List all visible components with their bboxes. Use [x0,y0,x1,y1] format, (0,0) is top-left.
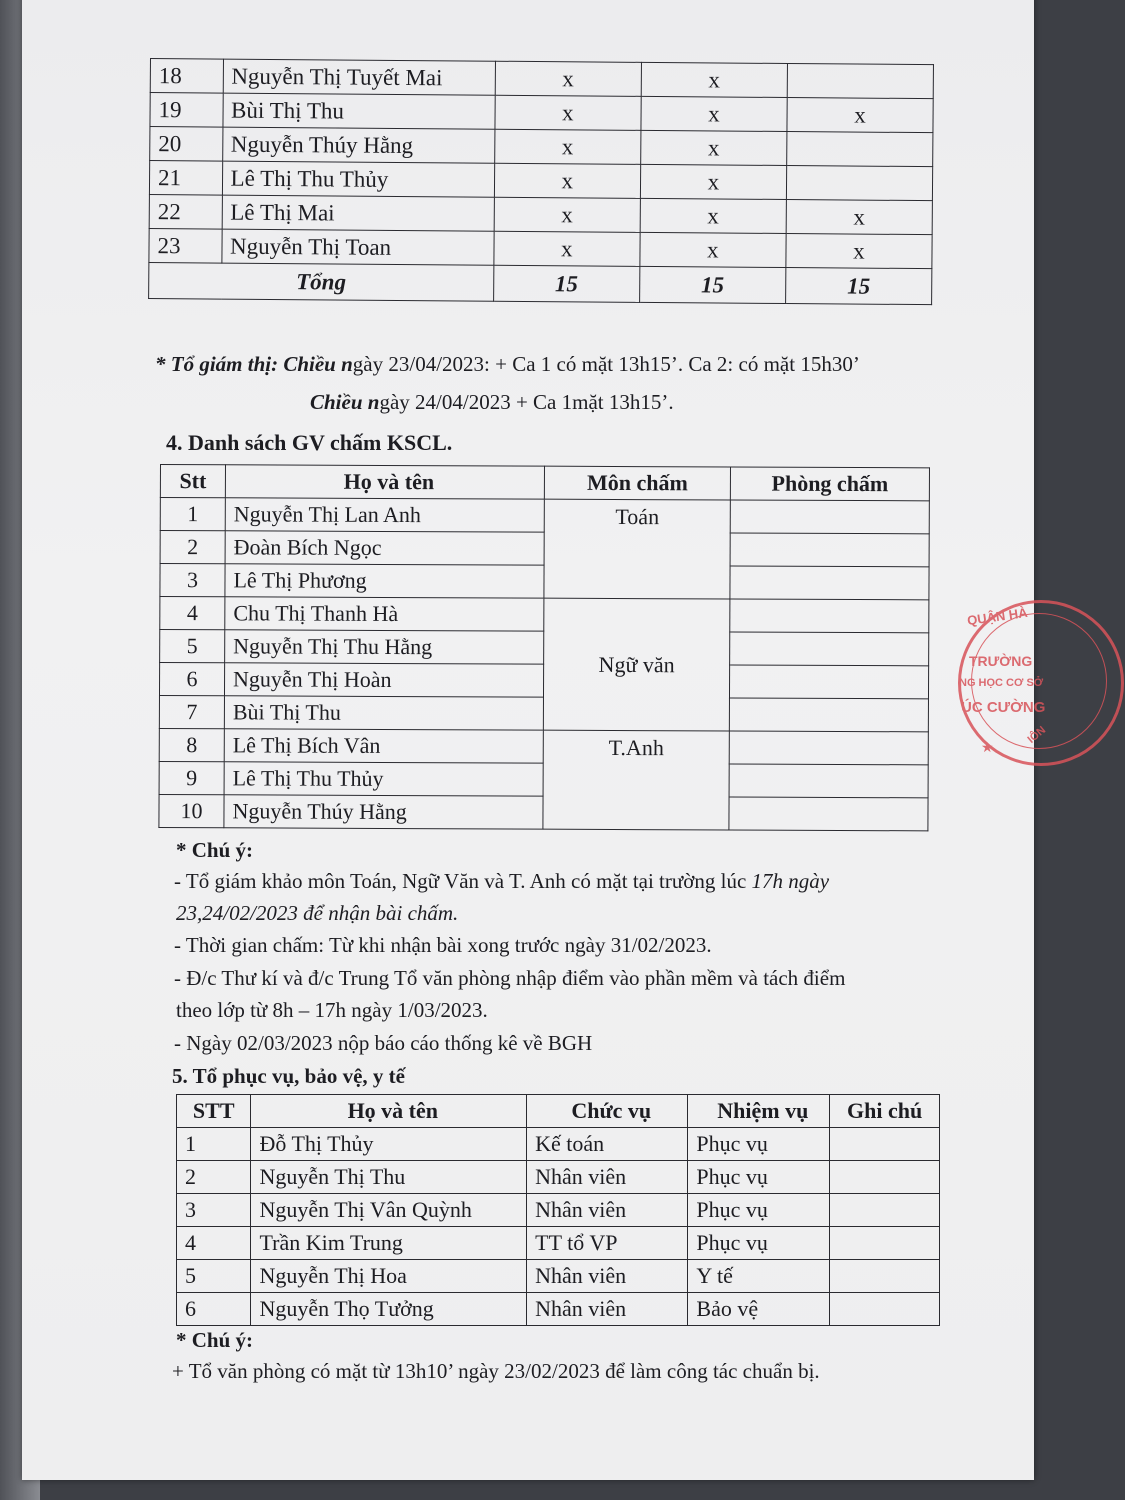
row-name: Nguyễn Thị Toan [221,229,493,265]
row-name: Đỗ Thị Thủy [251,1128,527,1161]
section5-heading: 5. Tổ phục vụ, bảo vệ, y tế [172,1064,405,1088]
row-position: Nhân viên [527,1161,688,1194]
note2-line1: + Tổ văn phòng có mặt từ 13h10’ ngày 23/02/2023 để làm công tác chuẩn bị. [172,1359,820,1383]
table-header-row [177,1095,940,1128]
header-name: Họ và tên [225,465,544,499]
row-mark: x [640,130,786,165]
row-stt: 4 [177,1227,251,1260]
row-stt: 10 [159,794,224,827]
room-cell [729,797,928,831]
row-stt: 5 [160,630,225,663]
row-mark: x [786,234,932,269]
supervisor-note-line1 [155,352,860,377]
note1-title: * Chú ý: [176,838,254,862]
supervisor-table [148,58,934,305]
row-mark: x [787,98,933,133]
row-mark: x [495,61,641,96]
row-mark: x [640,164,786,199]
note1-line4: - Đ/c Thư kí và đ/c Trung Tổ văn phòng nhập điểm vào phần mềm và tách điểm [174,966,846,990]
subject-literature: Ngữ văn [543,598,730,731]
row-mark: x [640,232,786,267]
row-name: Bùi Thị Thu [224,696,543,730]
table-row [160,597,929,633]
row-note [830,1260,940,1293]
room-cell [730,632,929,666]
row-mark: x [640,198,786,233]
grading-teachers-table [158,464,930,831]
row-name: Nguyễn Thị Lan Anh [225,498,544,532]
row-position: TT tổ VP [527,1227,688,1260]
row-mark: x [494,163,640,198]
stamp-text-top: QUẬN HÀ [966,604,1029,629]
row-duty: Phục vụ [688,1227,830,1260]
stamp-star-icon: ★ [981,739,994,755]
row-stt: 18 [150,59,223,94]
row-name: Lê Thị Bích Vân [224,729,543,763]
row-name: Lê Thị Phương [225,564,544,598]
row-name: Nguyễn Thị Hoàn [224,663,543,697]
row-mark: x [494,129,640,164]
row-duty: Phục vụ [688,1128,830,1161]
subject-math: Toán [544,499,730,599]
row-name: Trần Kim Trung [251,1227,527,1260]
row-stt: 20 [150,127,223,162]
room-cell [730,533,929,567]
row-stt: 2 [160,531,225,564]
table-row [177,1293,940,1326]
header-duty: Nhiệm vụ [688,1095,830,1128]
row-name: Nguyễn Thị Vân Quỳnh [251,1194,527,1227]
row-stt: 19 [150,93,223,128]
row-name: Nguyễn Thị Tuyết Mai [223,59,495,95]
note1-line6: - Ngày 02/03/2023 nộp báo cáo thống kê về BGH [174,1031,593,1055]
supervisor-note-prefix: * Tổ giám thị: Chiều n [155,352,353,376]
table-row [177,1161,940,1194]
row-name: Nguyễn Thọ Tưởng [251,1293,527,1326]
row-position: Nhân viên [527,1293,688,1326]
header-room: Phòng chấm [730,467,929,501]
supervisor-note-line2 [310,390,674,415]
stamp-text-name: ÚC CƯỜNG [961,699,1046,716]
total-value: 15 [785,267,931,304]
row-stt: 3 [177,1194,251,1227]
row-stt: 23 [149,228,222,263]
table-row [177,1227,940,1260]
row-name: Nguyễn Thị Thu Hằng [225,630,544,664]
row-mark [787,132,933,167]
room-cell [730,599,929,633]
room-cell [730,566,929,600]
note1-line2: 23,24/02/2023 để nhận bài chấm. [176,901,459,925]
note1-line5: theo lớp từ 8h – 17h ngày 1/03/2023. [176,998,488,1022]
row-mark: x [786,200,932,235]
table-header-row [160,465,929,501]
row-position: Nhân viên [527,1194,688,1227]
subject-english: T.Anh [543,730,729,830]
row-name: Nguyễn Thị Thu [251,1161,527,1194]
row-stt: 2 [177,1161,251,1194]
note1-line3: - Thời gian chấm: Từ khi nhận bài xong trước ngày 31/02/2023. [174,933,712,957]
table-row [160,498,929,534]
row-stt: 22 [149,194,222,229]
row-mark: x [495,95,641,130]
row-stt: 5 [177,1260,251,1293]
row-stt: 9 [159,761,224,794]
row-name: Chu Thị Thanh Hà [225,597,544,631]
row-stt: 6 [159,663,224,696]
header-stt: Stt [160,465,225,498]
row-name: Lê Thị Mai [222,195,494,231]
header-stt: STT [177,1095,251,1128]
row-stt: 1 [160,498,225,531]
row-duty: Bảo vệ [688,1293,830,1326]
table-row [177,1194,940,1227]
row-stt: 8 [159,728,224,761]
row-mark [787,64,933,99]
row-name: Lê Thị Thu Thủy [224,762,543,796]
row-position: Nhân viên [527,1260,688,1293]
row-stt: 6 [177,1293,251,1326]
row-duty: Y tế [688,1260,830,1293]
row-note [830,1128,940,1161]
section4-heading: 4. Danh sách GV chấm KSCL. [166,430,453,455]
row-stt: 21 [149,161,222,196]
row-mark: x [494,197,640,232]
stamp-text-side: IÔN [1025,724,1049,746]
total-label: Tổng [149,262,494,301]
row-duty: Phục vụ [688,1194,830,1227]
room-cell [729,731,928,765]
row-stt: 1 [177,1128,251,1161]
table-row [177,1260,940,1293]
total-value: 15 [493,265,639,302]
row-stt: 3 [160,564,225,597]
row-name: Nguyễn Thúy Hằng [222,127,494,163]
room-cell [729,764,928,798]
row-note [830,1161,940,1194]
stamp-text-school: TRƯỜNG [969,653,1033,669]
table-row [159,728,928,764]
header-name: Họ và tên [251,1095,527,1128]
note1-text: - Tổ giám khảo môn Toán, Ngữ Văn và T. Anh có mặt tại trường lúc [174,869,752,893]
room-cell [729,665,928,699]
row-name: Đoàn Bích Ngọc [225,531,544,565]
row-mark: x [641,62,787,97]
row-duty: Phục vụ [688,1161,830,1194]
school-stamp [958,600,1124,766]
stamp-text-level: NG HỌC CƠ SỞ [959,677,1044,689]
note2-title: * Chú ý: [176,1328,254,1352]
note1-time: 17h ngày [751,869,830,893]
service-staff-table [176,1094,940,1326]
header-note: Ghi chú [830,1095,940,1128]
row-mark [786,166,932,201]
room-cell [730,500,929,534]
row-name: Lê Thị Thu Thủy [222,161,494,197]
supervisor-note-afternoon: Chiều n [310,390,380,414]
total-value: 15 [639,266,785,303]
row-note [830,1293,940,1326]
supervisor-note-text: gày 24/04/2023 + Ca 1mặt 13h15’. [379,390,674,414]
header-subject: Môn chấm [544,466,730,500]
total-row [149,262,932,304]
note1-line1 [174,869,829,894]
row-position: Kế toán [527,1128,688,1161]
row-mark: x [641,96,787,131]
row-name: Nguyễn Thị Hoa [251,1260,527,1293]
row-note [830,1227,940,1260]
header-position: Chức vụ [527,1095,688,1128]
table-row [177,1128,940,1161]
row-name: Nguyễn Thúy Hằng [224,795,543,829]
row-mark: x [494,231,640,266]
row-note [830,1194,940,1227]
room-cell [729,698,928,732]
row-stt: 7 [159,696,224,729]
row-name: Bùi Thị Thu [222,93,494,129]
supervisor-note-text: gày 23/04/2023: + Ca 1 có mặt 13h15’. Ca 2: có mặt 15h30’ [352,352,860,376]
row-stt: 4 [160,597,225,630]
